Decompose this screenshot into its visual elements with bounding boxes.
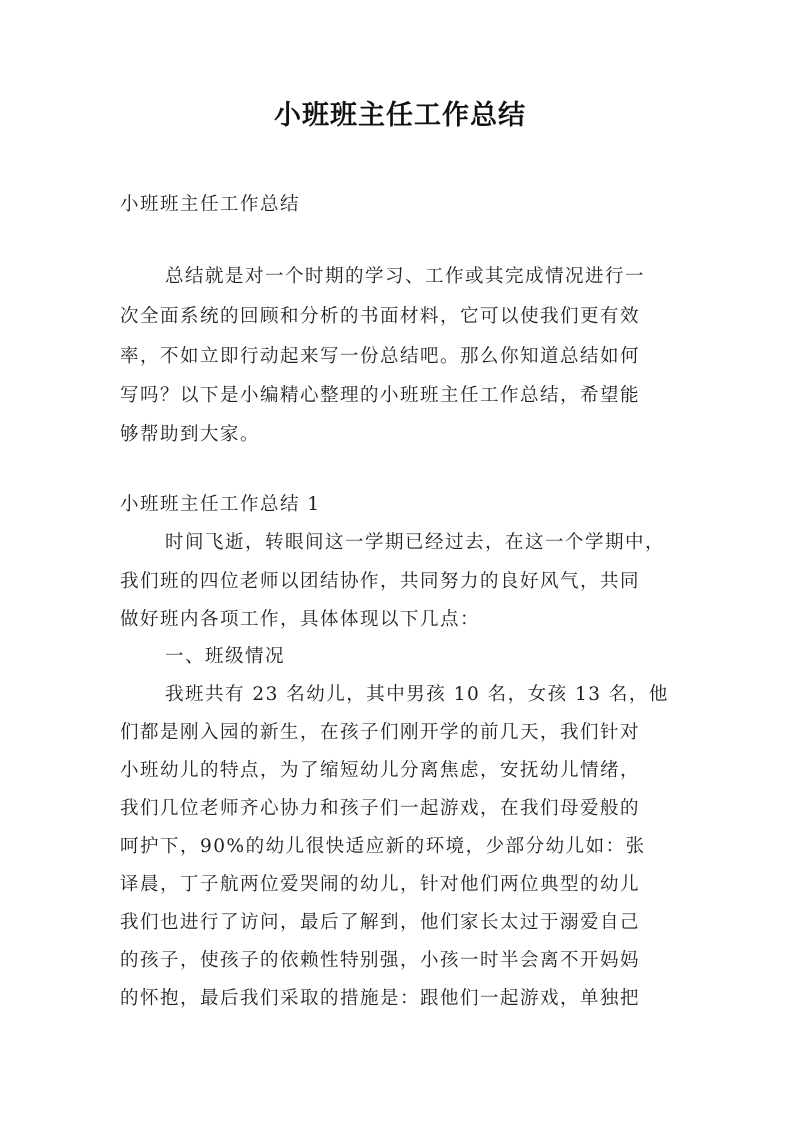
subsection-heading: 一、班级情况 xyxy=(165,646,286,667)
body-line: 我们班的四位老师以团结协作，共同努力的良好风气，共同 xyxy=(120,571,641,592)
body-line: 我们几位老师齐心协力和孩子们一起游戏，在我们母爱般的 xyxy=(120,798,641,819)
body-line: 呵护下，90%的幼儿很快适应新的环境，少部分幼儿如：张 xyxy=(120,836,646,857)
body-line: 我班共有 23 名幼儿，其中男孩 10 名，女孩 13 名，他 xyxy=(165,684,669,705)
body-line: 我们也进行了访问，最后了解到，他们家长太过于溺爱自己 xyxy=(120,912,641,933)
body-line: 的孩子，使孩子的依赖性特别强，小孩一时半会离不开妈妈 xyxy=(120,950,641,971)
intro-line: 率，不如立即行动起来写一份总结吧。那么你知道总结如何 xyxy=(120,346,641,367)
intro-line: 够帮助到大家。 xyxy=(120,424,261,445)
intro-line: 总结就是对一个时期的学习、工作或其完成情况进行一 xyxy=(165,266,646,287)
body-line: 们都是刚入园的新生，在孩子们刚开学的前几天，我们针对 xyxy=(120,722,641,743)
body-line: 时间飞逝，转眼间这一学期已经过去，在这一个学期中， xyxy=(165,532,666,553)
body-line: 做好班内各项工作，具体体现以下几点： xyxy=(120,609,481,630)
document-subtitle: 小班班主任工作总结 xyxy=(120,194,301,215)
body-line: 译晨，丁子航两位爱哭闹的幼儿，针对他们两位典型的幼儿 xyxy=(120,874,641,895)
document-title: 小班班主任工作总结 xyxy=(274,100,526,131)
body-line: 小班幼儿的特点，为了缩短幼儿分离焦虑，安抚幼儿情绪， xyxy=(120,760,641,781)
intro-line: 次全面系统的回顾和分析的书面材料，它可以使我们更有效 xyxy=(120,306,641,327)
section-heading: 小班班主任工作总结 1 xyxy=(120,494,321,515)
body-line: 的怀抱，最后我们采取的措施是：跟他们一起游戏，单独把 xyxy=(120,988,641,1009)
intro-line: 写吗？以下是小编精心整理的小班班主任工作总结，希望能 xyxy=(120,385,641,406)
